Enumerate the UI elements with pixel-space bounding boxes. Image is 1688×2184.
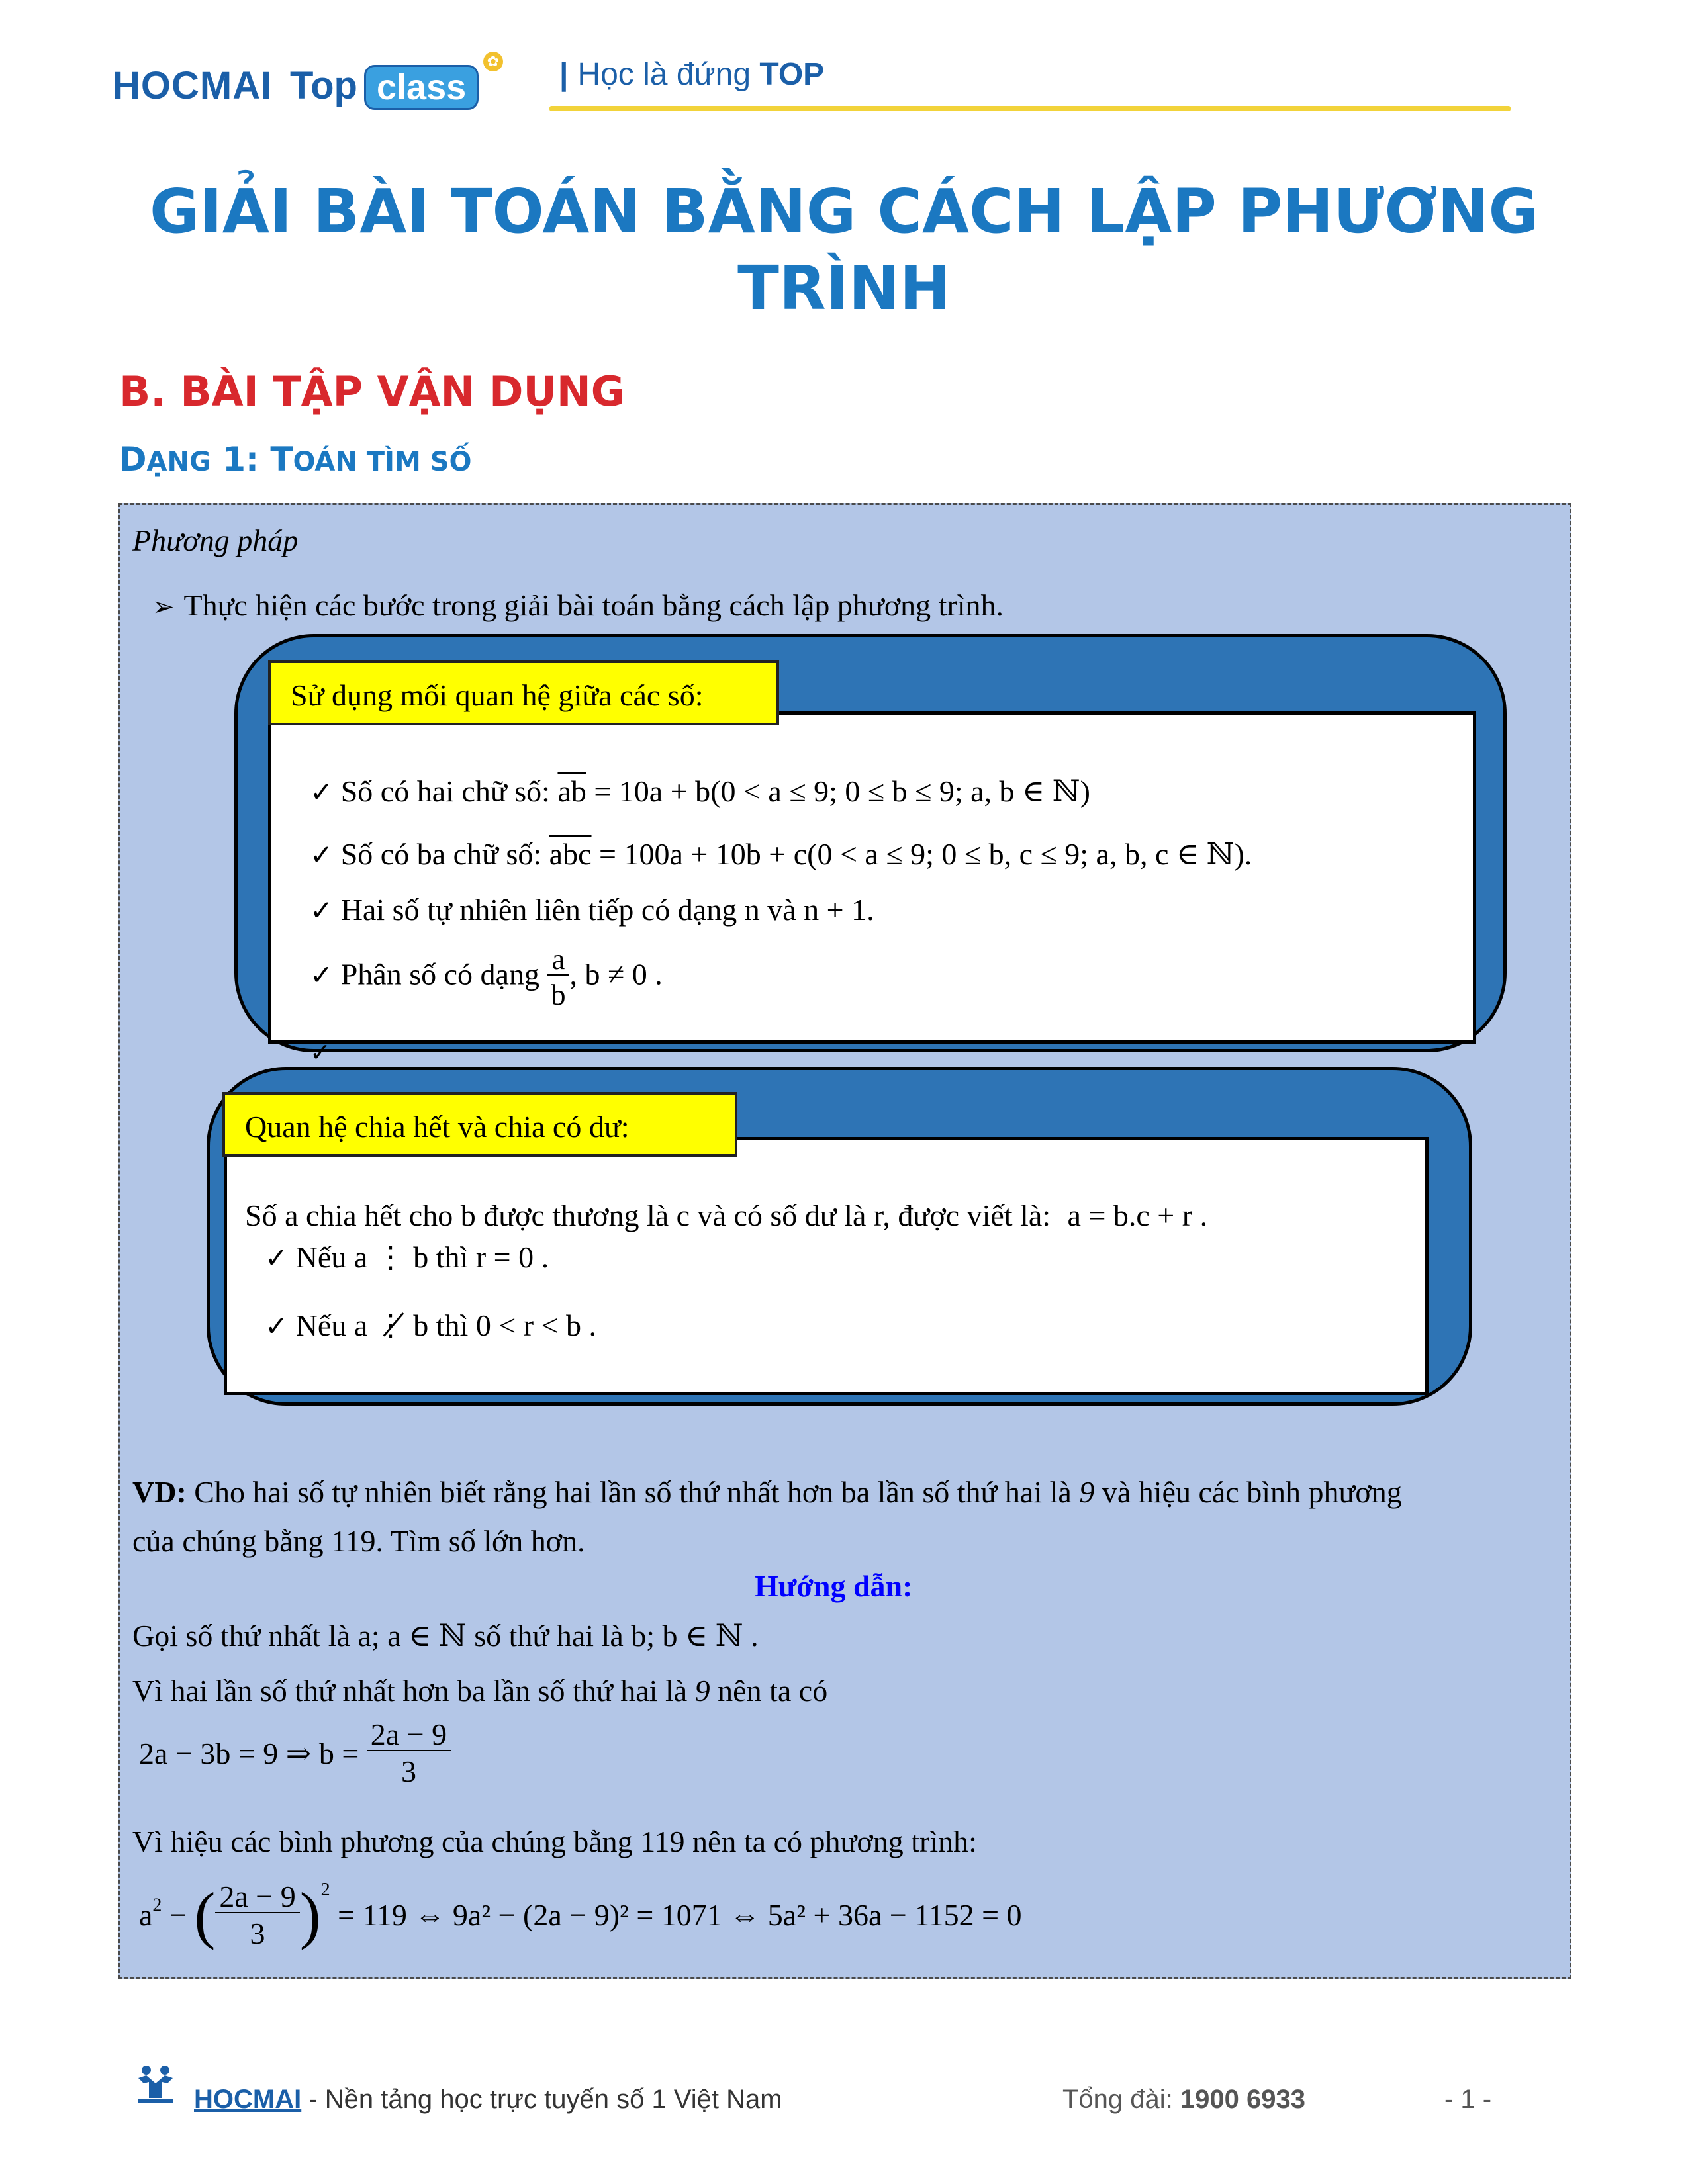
item-text: Nếu <box>295 1308 347 1342</box>
division-definition <box>245 1198 1207 1233</box>
logo-top: Top <box>290 64 357 107</box>
fraction-denominator: 3 <box>400 1754 416 1788</box>
dang-mid: 1: T <box>211 440 293 478</box>
equation-exponent: 2 <box>320 1880 330 1901</box>
division-label-text: Quan hệ chia hết và chia có dư: <box>245 1110 630 1144</box>
example-label: VD: <box>132 1475 187 1509</box>
check-icon: ✓ <box>265 1310 289 1342</box>
overline-abc: $\overline{abc}$ <box>549 837 592 871</box>
guide-text: nên ta có phương trình: <box>692 1825 977 1858</box>
guide-heading: Hướng dẫn: <box>755 1569 913 1603</box>
slogan-divider: | <box>559 57 569 92</box>
definition-text: Số a chia hết cho b được thương là c và có số dư là r, được viết là: <box>245 1199 1051 1232</box>
guide-math: a; a ∈ ℕ <box>357 1619 467 1653</box>
item-math: = 10a + b(0 < a ≤ 9; 0 ≤ b ≤ 9; a, b ∈ ℕ) <box>586 774 1090 808</box>
item-text: Số có hai chữ số: <box>340 774 550 808</box>
fraction-numerator: a <box>547 945 569 976</box>
fraction-denominator: 3 <box>250 1916 265 1950</box>
section-heading: B. BÀI TẬP VẬN DỤNG <box>119 367 625 416</box>
fraction <box>215 1879 299 1950</box>
header-divider-line <box>549 106 1511 111</box>
guide-text: Vì hiệu các bình phương của chúng bằng <box>132 1825 633 1858</box>
item-text: thì <box>436 1308 469 1342</box>
guide-text: nên ta có <box>718 1674 828 1707</box>
overline-ab: $\overline{ab}$ <box>557 774 586 808</box>
check-icon: ✓ <box>310 839 334 871</box>
item-math: = 100a + 10b + c(0 < a ≤ 9; 0 ≤ b, c ≤ 9; a, b, c ∈ ℕ). <box>591 837 1252 871</box>
footer-tagline <box>194 2085 782 2115</box>
example-line-1 <box>132 1475 1402 1510</box>
check-icon: ✓ <box>310 776 334 808</box>
slogan-bold: TOP <box>759 57 825 92</box>
relation-box-label <box>268 660 779 725</box>
equation-operator: − <box>162 1898 195 1932</box>
arrow-bullet-icon: ➢ <box>152 592 175 622</box>
hotline-label: Tổng đài: <box>1062 2085 1180 2114</box>
equation-1 <box>139 1719 451 1787</box>
dang-prefix-sc: ẠNG <box>146 447 211 477</box>
item-text: Số có ba chữ số: <box>340 837 542 871</box>
guide-number: 9 <box>694 1674 710 1707</box>
fraction-numerator: 2a − 9 <box>215 1882 299 1913</box>
fraction-denominator: b <box>551 979 566 1011</box>
example-line-2 <box>132 1524 585 1559</box>
item-math: n + 1. <box>804 893 874 927</box>
fraction <box>367 1719 451 1787</box>
logo-class: class <box>364 65 479 110</box>
item-text: Phân số có dạng <box>340 957 539 991</box>
guide-line-1 <box>132 1617 759 1653</box>
example-text: và hiệu các bình phương <box>1102 1475 1402 1509</box>
page-title: GIẢI BÀI TOÁN BẰNG CÁCH LẬP PHƯƠNG TRÌNH <box>149 176 1539 324</box>
item-math: n <box>744 893 760 927</box>
guide-text: số thứ hai là <box>474 1619 624 1653</box>
guide-text: Vì hai lần số thứ nhất hơn ba lần số thứ hai là <box>132 1674 688 1707</box>
list-item <box>310 945 663 1010</box>
footer-tagline-text: - Nền tảng học trực tuyến số 1 Việt Nam <box>301 2085 782 2114</box>
item-math: 0 < r < b . <box>475 1308 597 1342</box>
list-item <box>310 892 874 927</box>
footer-brand-link[interactable]: HOCMAI <box>194 2085 302 2114</box>
dang-mid-sc: OÁN TÌM SỐ <box>293 447 472 477</box>
left-paren: ( <box>194 1880 216 1950</box>
item-text: Nếu <box>295 1240 347 1274</box>
method-label: Phương pháp <box>132 523 299 557</box>
star-icon: ✿ <box>483 52 503 71</box>
check-icon: ✓ <box>310 958 334 991</box>
right-paren: ) <box>299 1880 321 1950</box>
example-text: . Tìm số lớn hơn. <box>375 1524 585 1558</box>
subsection-heading <box>119 440 472 478</box>
example-number: 9 <box>1079 1475 1095 1509</box>
guide-line-3 <box>132 1824 977 1859</box>
check-icon: ✓ <box>310 894 334 927</box>
item-text: thì <box>436 1240 469 1274</box>
equation-exponent: 2 <box>152 1895 162 1916</box>
list-item <box>310 836 1252 872</box>
hocmai-footer-icon <box>136 2064 175 2105</box>
definition-math: a = b.c + r . <box>1067 1199 1208 1232</box>
example-text: Cho hai số tự nhiên biết rằng hai lần số thứ nhất hơn ba lần số thứ hai là <box>194 1475 1072 1509</box>
example-text: của chúng bằng <box>132 1524 324 1558</box>
guide-math: b; b ∈ ℕ . <box>631 1619 759 1653</box>
fraction <box>547 945 569 1010</box>
list-item <box>310 773 1090 809</box>
method-step-text: Thực hiện các bước trong giải bài toán bằng cách lập phương trình. <box>183 588 1004 622</box>
equation-rest: = 119 ⇔ 9a² − (2a − 9)² = 1071 ⇔ 5a² + 36a − 1152 = 0 <box>330 1898 1022 1932</box>
list-item <box>265 1307 596 1343</box>
equation-2 <box>139 1878 1022 1952</box>
item-math: a ⋮̸ b <box>353 1308 429 1342</box>
item-math: a ⋮ b <box>353 1240 429 1274</box>
list-item <box>265 1239 549 1275</box>
method-step <box>152 588 1004 623</box>
check-icon: ✓ <box>310 1038 331 1067</box>
item-text: Hai số tự nhiên liên tiếp có dạng <box>340 893 737 927</box>
division-box-label <box>222 1092 737 1157</box>
page-number: - 1 - <box>1444 2085 1492 2114</box>
item-math: r = 0 . <box>475 1240 549 1274</box>
slogan <box>559 56 824 93</box>
guide-text: Gọi số thứ nhất là <box>132 1619 351 1653</box>
item-math: , b ≠ 0 . <box>569 957 663 991</box>
footer-hotline <box>1062 2085 1305 2115</box>
example-number: 119 <box>331 1524 376 1558</box>
equation-left: 2a − 3b = 9 ⇒ b = <box>139 1737 359 1770</box>
fraction-numerator: 2a − 9 <box>367 1719 451 1751</box>
slogan-text: Học là đứng <box>577 57 751 92</box>
item-text: và <box>767 893 796 927</box>
hotline-number: 1900 6933 <box>1180 2085 1305 2114</box>
logo-brand: HOCMAI <box>113 64 273 107</box>
check-icon: ✓ <box>265 1242 289 1274</box>
guide-number: 119 <box>640 1825 685 1858</box>
relation-label-text: Sử dụng mối quan hệ giữa các số: <box>291 678 704 712</box>
dang-prefix: D <box>119 440 147 478</box>
guide-line-2 <box>132 1673 827 1708</box>
equation-term: a <box>139 1898 153 1932</box>
